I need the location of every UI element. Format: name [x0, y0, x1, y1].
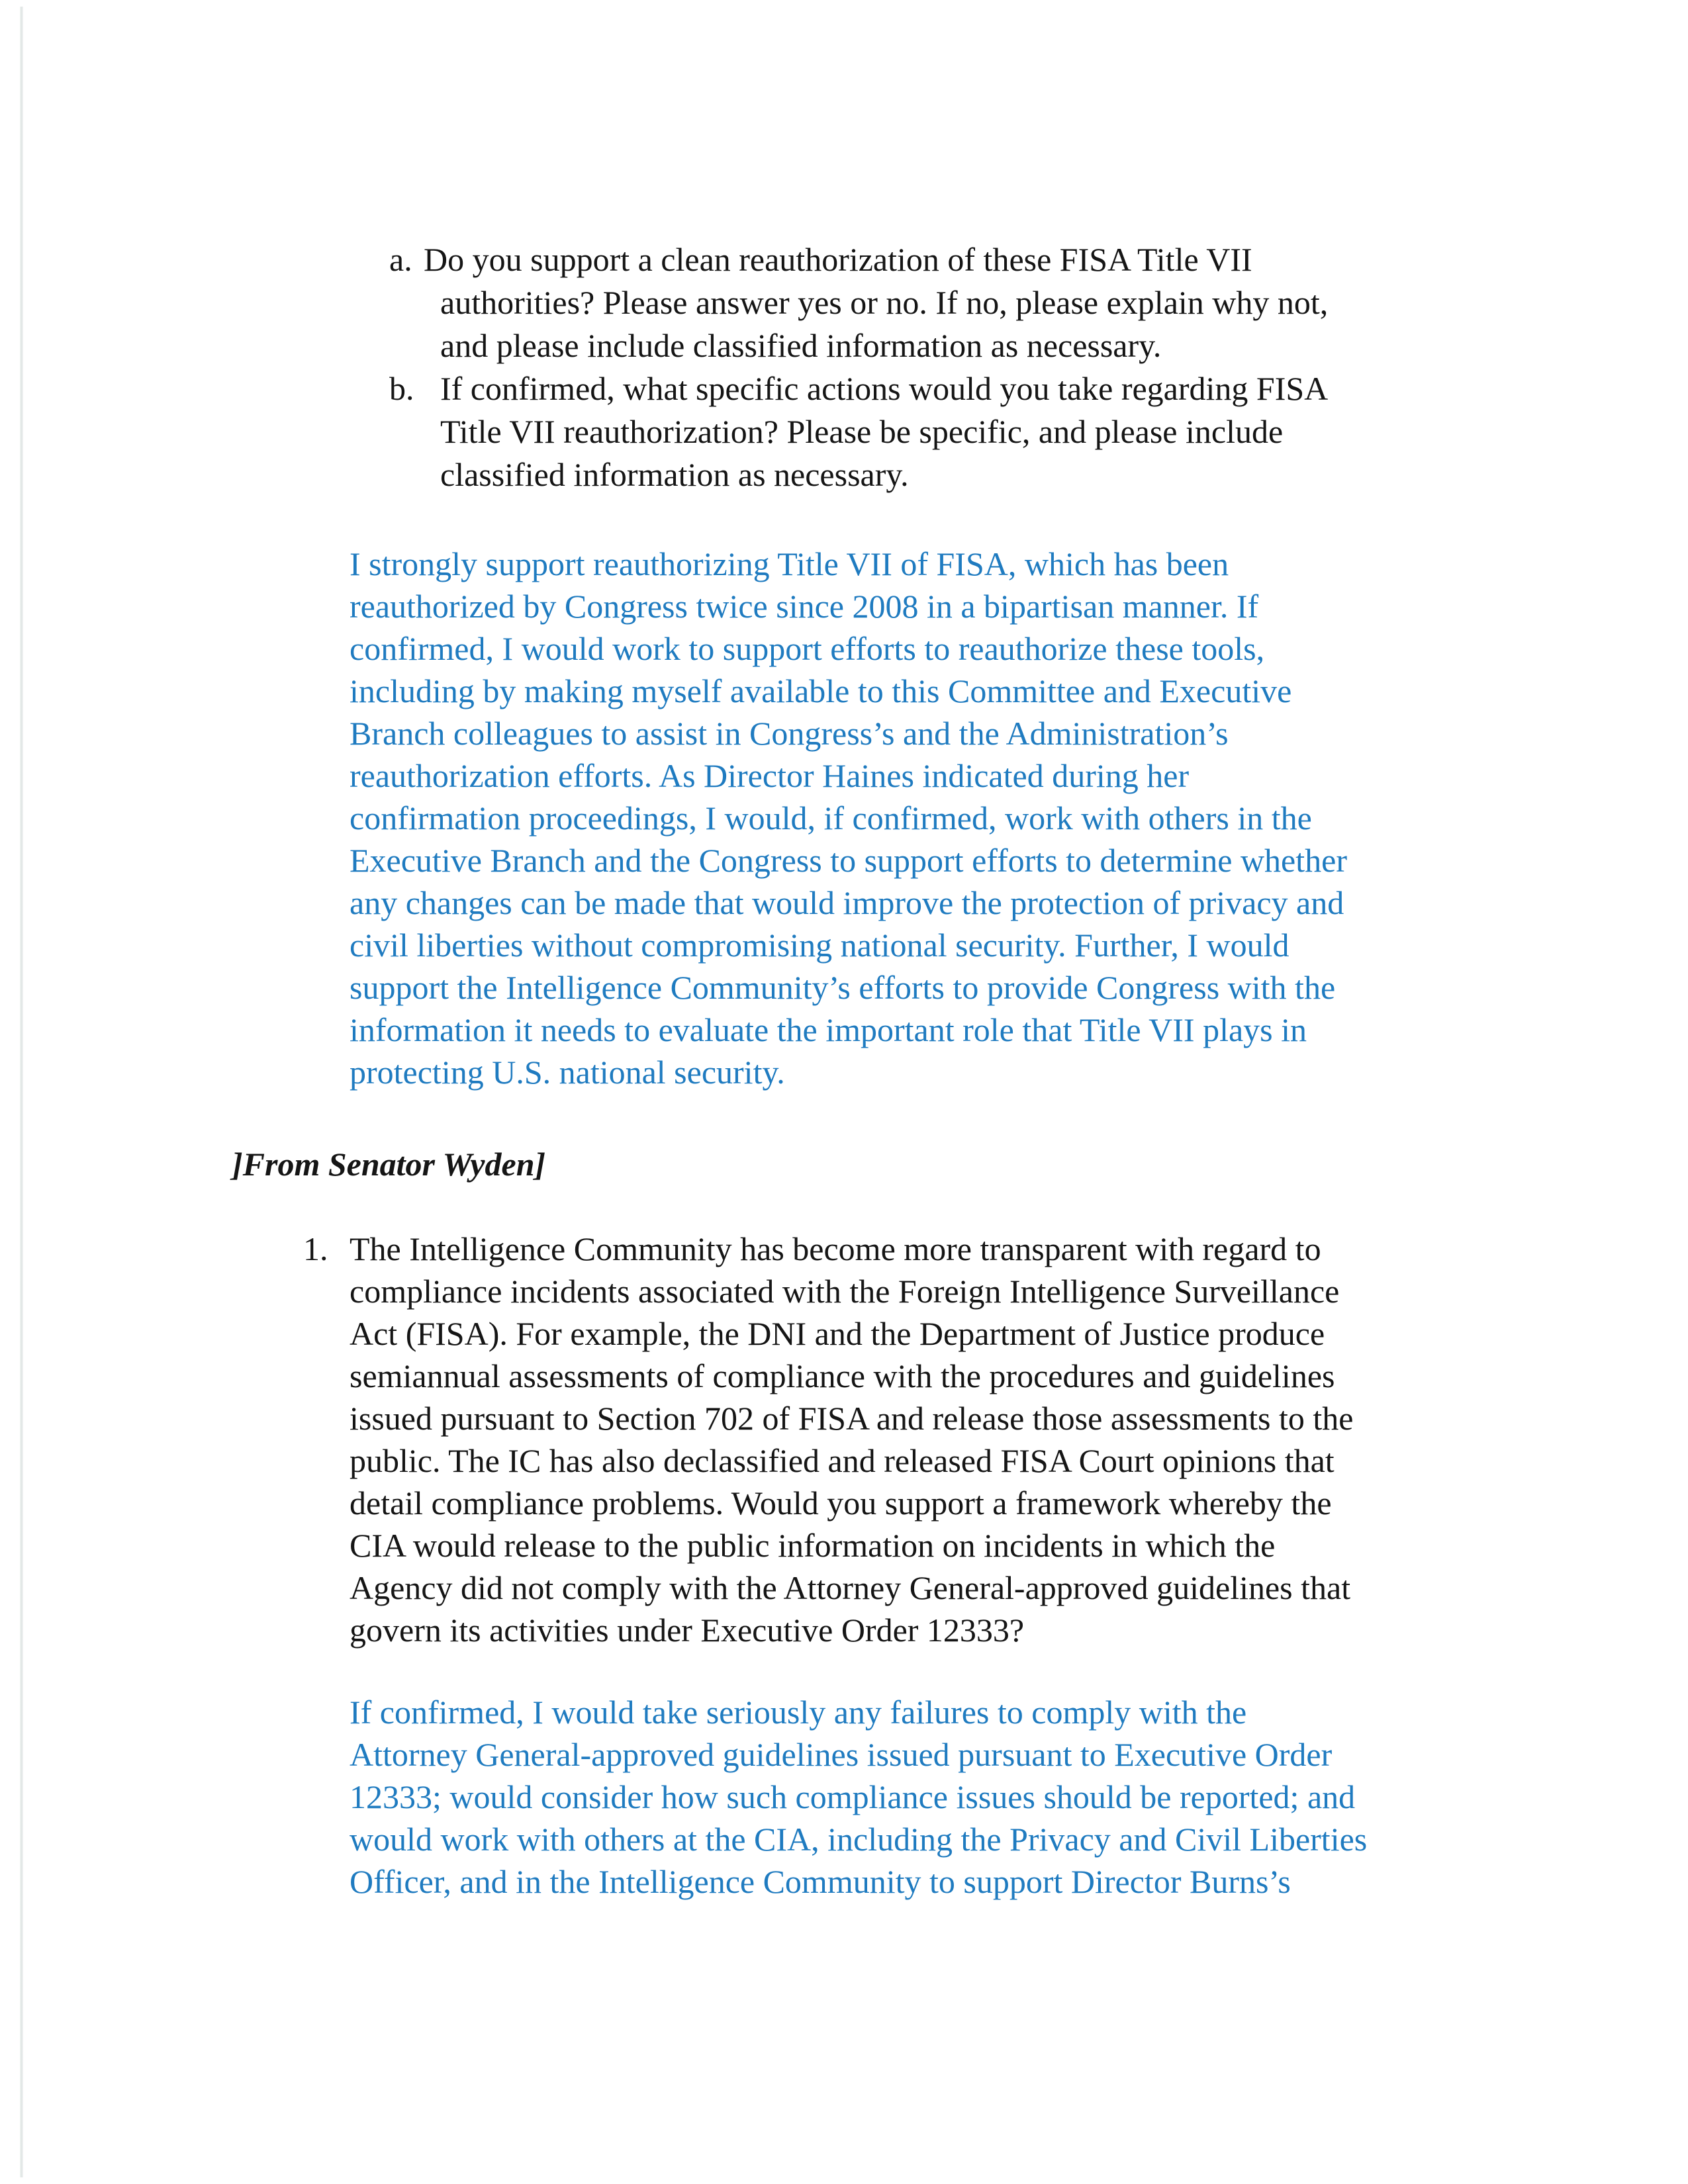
question-line: Act (FISA). For example, the DNI and the Department of Justice produce — [350, 1315, 1325, 1352]
answer-line: 12333; would consider how such compliance issues should be reported; and — [350, 1778, 1356, 1815]
question-a-line: authorities? Please answer yes or no. If no, please explain why not, — [440, 284, 1329, 321]
answer-line: protecting U.S. national security. — [350, 1054, 785, 1091]
question-line: CIA would release to the public information on incidents in which the — [350, 1527, 1276, 1564]
answer-line: reauthorized by Congress twice since 2008 in a bipartisan manner. If — [350, 588, 1259, 625]
question-line: public. The IC has also declassified and released FISA Court opinions that — [350, 1442, 1335, 1479]
question-line: compliance incidents associated with the Foreign Intelligence Surveillance — [350, 1273, 1340, 1310]
answer-line: support the Intelligence Community’s efforts to provide Congress with the — [350, 969, 1336, 1006]
answer-line: Attorney General-approved guidelines issued pursuant to Executive Order — [350, 1736, 1333, 1773]
scan-edge-artifact — [20, 7, 23, 2177]
answer-line: Executive Branch and the Congress to support efforts to determine whether — [350, 842, 1347, 879]
question-b-line: If confirmed, what specific actions would you take regarding FISA — [440, 370, 1329, 407]
answer-line: I strongly support reauthorizing Title VII of FISA, which has been — [350, 545, 1229, 582]
question-line: detail compliance problems. Would you support a framework whereby the — [350, 1484, 1332, 1522]
section-heading-senator-wyden: ]From Senator Wyden] — [232, 1146, 546, 1183]
question-b-line: classified information as necessary. — [440, 456, 909, 493]
question-line: govern its activities under Executive Order 12333? — [350, 1612, 1025, 1649]
answer-line: Branch colleagues to assist in Congress’s and the Administration’s — [350, 715, 1229, 752]
question-a-line: and please include classified information as necessary. — [440, 327, 1162, 364]
question-line: Agency did not comply with the Attorney General-approved guidelines that — [350, 1569, 1351, 1606]
answer-line: reauthorization efforts. As Director Haines indicated during her — [350, 757, 1190, 794]
answer-line: confirmation proceedings, I would, if confirmed, work with others in the — [350, 799, 1312, 837]
question-b-line: Title VII reauthorization? Please be specific, and please include — [440, 413, 1284, 450]
question-1-marker: 1. — [303, 1230, 328, 1267]
question-a-line: Do you support a clean reauthorization of these FISA Title VII — [424, 241, 1252, 278]
question-line: semiannual assessments of compliance with the procedures and guidelines — [350, 1357, 1335, 1394]
answer-line: If confirmed, I would take seriously any failures to comply with the — [350, 1694, 1247, 1731]
answer-line: Officer, and in the Intelligence Community to support Director Burns’s — [350, 1863, 1291, 1900]
question-a-marker: a. — [389, 241, 412, 278]
answer-line: confirmed, I would work to support efforts to reauthorize these tools, — [350, 630, 1265, 667]
question-line: The Intelligence Community has become more transparent with regard to — [350, 1230, 1321, 1267]
answer-line: including by making myself available to this Committee and Executive — [350, 672, 1292, 709]
answer-line: would work with others at the CIA, including the Privacy and Civil Liberties — [350, 1821, 1368, 1858]
answer-line: civil liberties without compromising national security. Further, I would — [350, 927, 1289, 964]
answer-line: any changes can be made that would improve the protection of privacy and — [350, 884, 1344, 921]
question-b-marker: b. — [389, 370, 414, 407]
answer-line: information it needs to evaluate the important role that Title VII plays in — [350, 1011, 1307, 1048]
question-line: issued pursuant to Section 702 of FISA and release those assessments to the — [350, 1400, 1354, 1437]
